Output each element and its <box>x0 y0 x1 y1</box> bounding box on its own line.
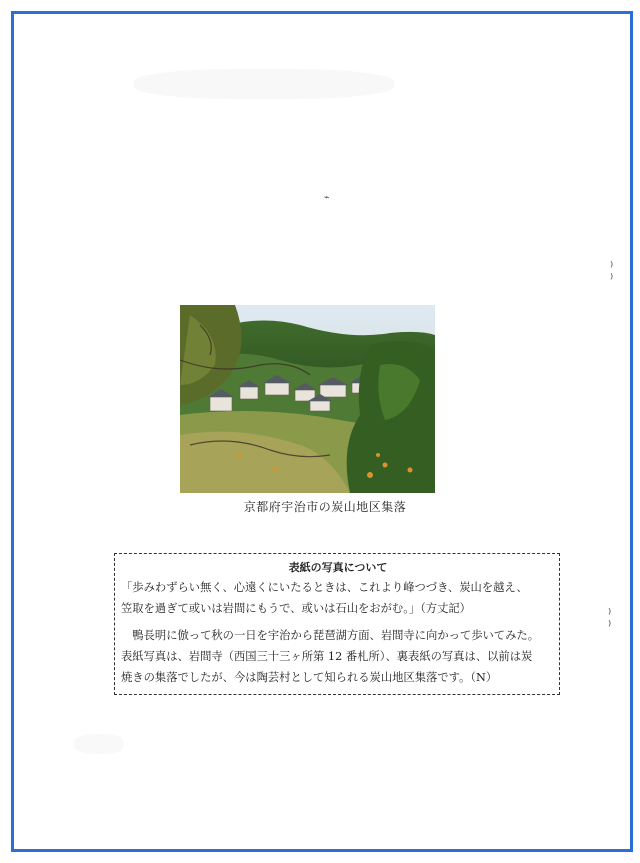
photo-caption: 京都府宇治市の炭山地区集落 <box>243 500 407 514</box>
margin-mark: ⌁ <box>324 193 330 203</box>
scan-ghost <box>74 734 124 754</box>
note-title: 表紙の写真について <box>288 561 388 574</box>
margin-mark: ⁾ ⁾ <box>610 260 614 287</box>
note-body-line: 鴨長明に倣って秋の一日を宇治から琵琶湖方面、岩間寺に向かって歩いてみた。 <box>132 629 539 642</box>
cover-photo <box>180 305 435 493</box>
cover-note-box <box>114 553 560 695</box>
margin-mark: ⁾ ⁾ <box>608 607 612 634</box>
note-body-line: 焼きの集落でしたが、今は陶芸村として知られる炭山地区集落です。（N） <box>121 671 498 684</box>
note-body-line: 表紙写真は、岩間寺（西国三十三ヶ所第 12 番札所）、裏表紙の写真は、以前は炭 <box>121 650 533 663</box>
scan-ghost <box>134 69 394 99</box>
note-quote-line: 「歩みわずらい無く、心遠くにいたるときは、これより峰つづき、炭山を越え、 <box>121 581 528 594</box>
village-photo-image <box>180 305 435 493</box>
note-quote-line: 笠取を過ぎて或いは岩間にもうで、或いは石山をおがむ。」（方丈記） <box>121 602 471 615</box>
